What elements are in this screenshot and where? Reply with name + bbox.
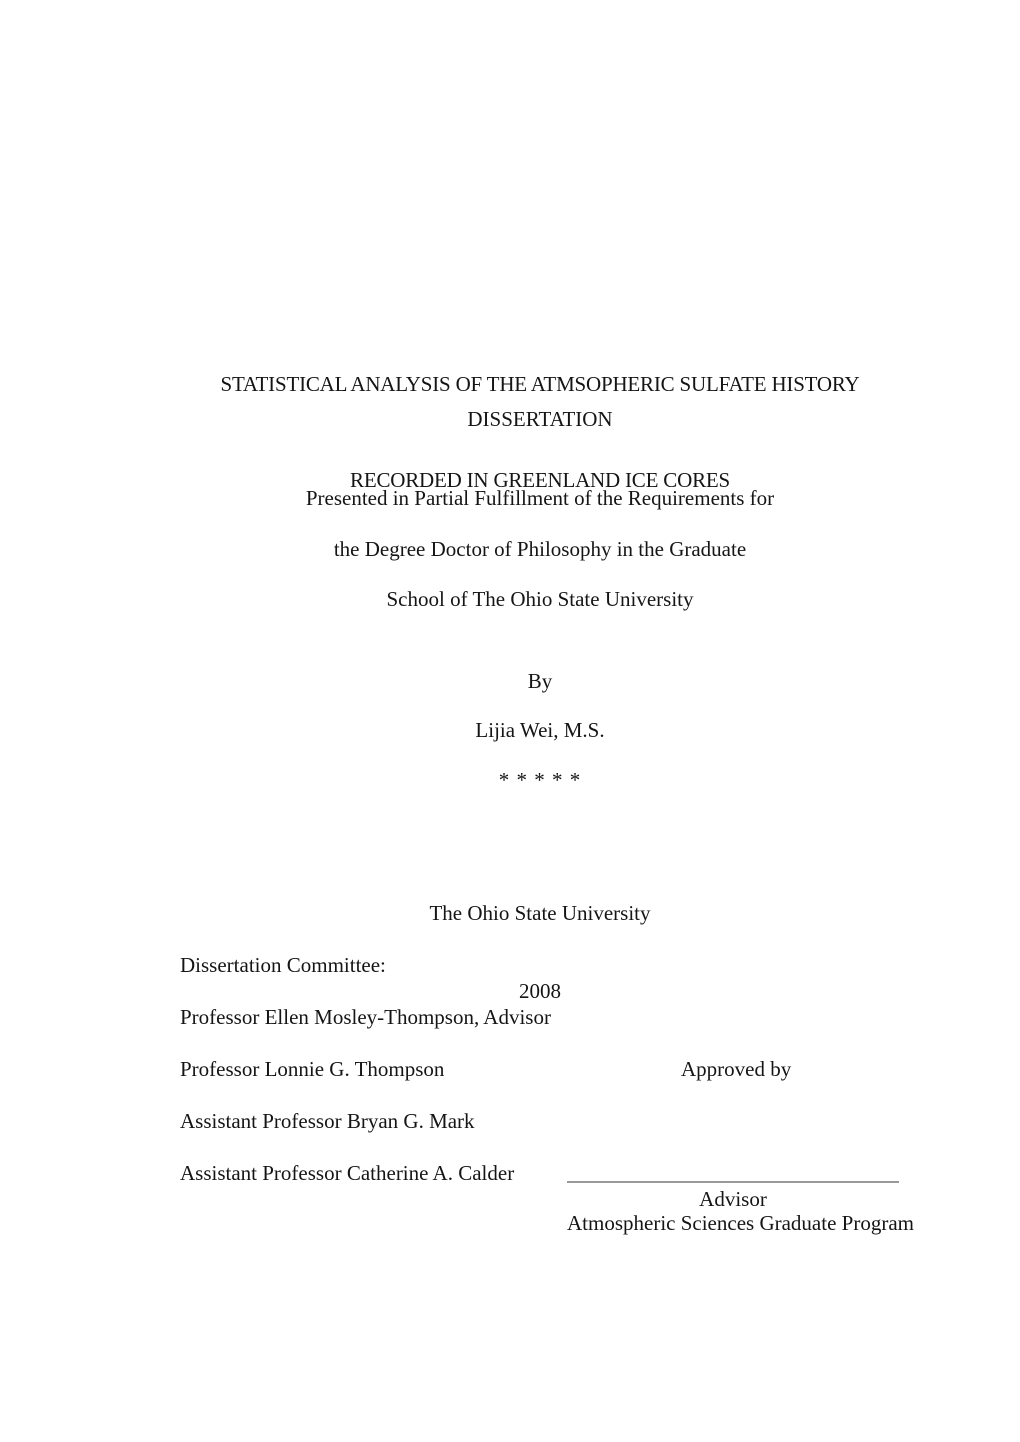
presentation-statement-line-1: Presented in Partial Fulfillment of the Requirements for	[305, 486, 775, 510]
committee-heading: Dissertation Committee:	[180, 953, 386, 977]
presentation-statement-line-3: School of The Ohio State University	[386, 587, 694, 611]
signature-line	[567, 1181, 899, 1183]
publication-year: 2008	[519, 979, 561, 1003]
asterisk-separator: * * * * *	[498, 768, 582, 792]
advisor-label: Advisor	[699, 1187, 767, 1211]
author-name: Lijia Wei, M.S.	[475, 718, 605, 742]
document-type-label: DISSERTATION	[467, 407, 613, 431]
committee-member-3: Assistant Professor Bryan G. Mark	[180, 1109, 475, 1133]
institution-name: The Ohio State University	[429, 901, 651, 925]
document-title-line-1: STATISTICAL ANALYSIS OF THE ATMSOPHERIC SULFATE HISTORY	[220, 372, 860, 396]
committee-member-2: Professor Lonnie G. Thompson	[180, 1057, 445, 1081]
document-title	[180, 304, 900, 560]
by-label: By	[527, 669, 553, 693]
approved-by-label: Approved by	[681, 1057, 792, 1081]
program-name: Atmospheric Sciences Graduate Program	[567, 1211, 914, 1235]
document-title-line-2: RECORDED IN GREENLAND ICE CORES	[350, 468, 730, 492]
committee-member-4: Assistant Professor Catherine A. Calder	[180, 1161, 515, 1185]
committee-member-1: Professor Ellen Mosley-Thompson, Advisor	[180, 1005, 551, 1029]
presentation-statement-line-2: the Degree Doctor of Philosophy in the Graduate	[333, 537, 747, 561]
